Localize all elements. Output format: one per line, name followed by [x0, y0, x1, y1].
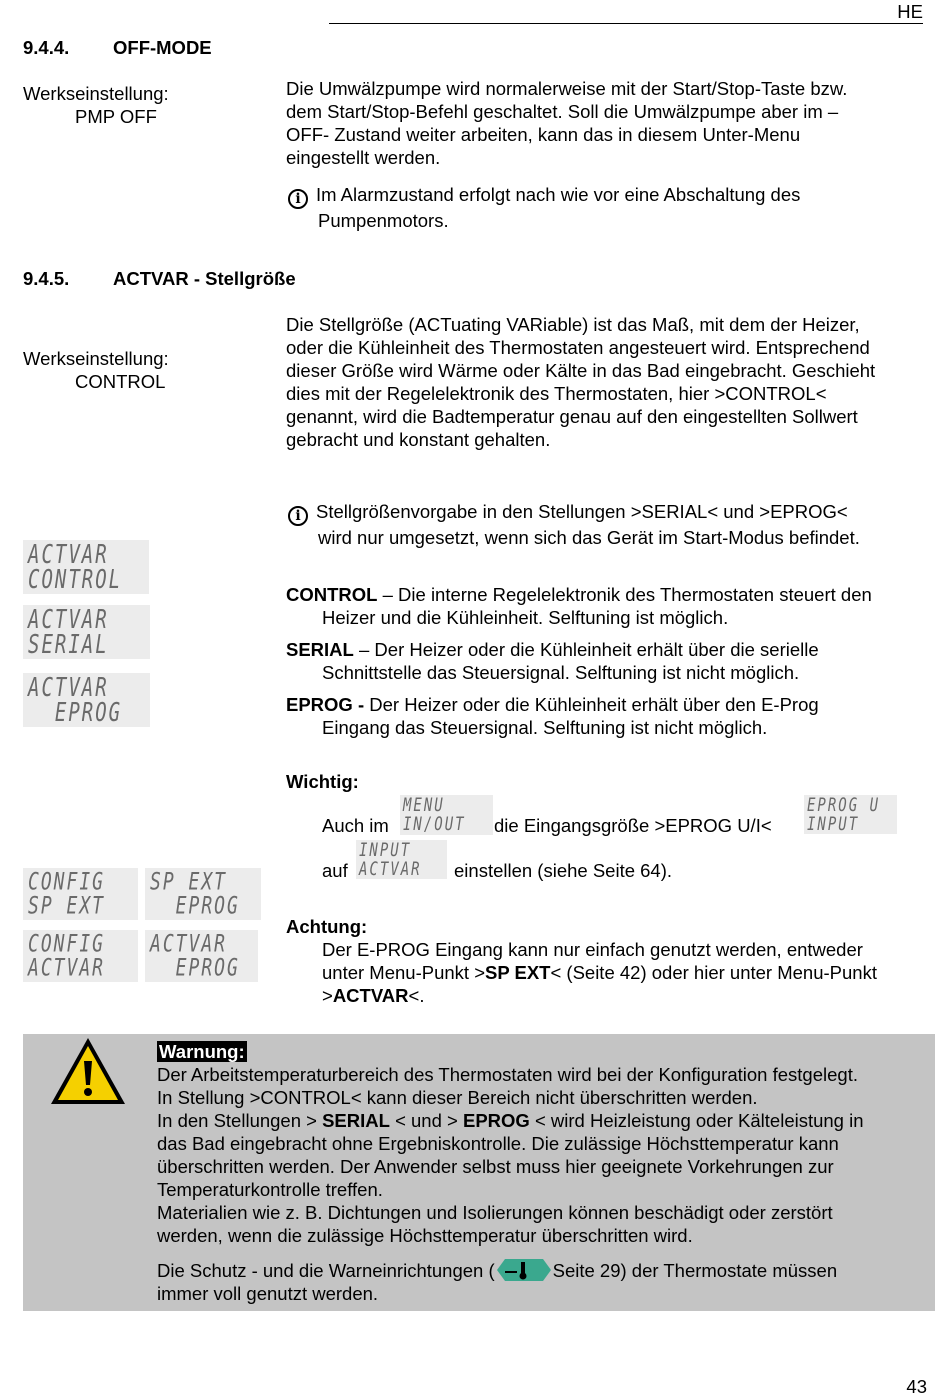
section-945-info-note: i Stellgrößenvorgabe in den Stellungen >SERIAL< und >EPROG< wird nur umgesetzt, wenn sich das Gerät im Start-Modus befindet. — [288, 500, 938, 549]
info-icon: i — [288, 189, 308, 209]
page-number: 43 — [906, 1376, 927, 1397]
wichtig-line2-end: einstellen (siehe Seite 64). — [454, 860, 673, 881]
achtung-block: Achtung: Der E-PROG Eingang kann nur einfach genutzt werden, entweder unter Menu-Punkt >SP EXT< (Seite 42) oder hier unter Menu-Punkt >ACTVAR<. — [286, 915, 936, 1007]
section-945-default-label: Werkseinstellung: — [23, 348, 169, 369]
option-eprog: EPROG - Der Heizer oder die Kühleinheit erhält über den E-Prog Eingang das Steuersignal. Selftuning ist nicht möglich. — [286, 694, 819, 738]
section-945-title: ACTVAR - Stellgröße — [113, 268, 296, 289]
wichtig-line2-start: auf — [322, 860, 348, 881]
warning-triangle-icon — [48, 1035, 128, 1107]
thermometer-badge-icon — [495, 1259, 553, 1281]
header-rule — [329, 23, 923, 24]
info-icon: i — [288, 506, 308, 526]
header-tag: HE — [897, 1, 923, 22]
wichtig-line1-end: die Eingangsgröße >EPROG U/I< — [494, 815, 772, 836]
section-945-default-value: CONTROL — [75, 371, 166, 392]
lcd-display-actvar-serial: ACTVAR SERIAL — [23, 605, 150, 659]
section-944-info-note: i Im Alarmzustand erfolgt nach wie vor eine Abschaltung des Pumpenmotors. — [288, 183, 938, 232]
section-944-default-label: Werkseinstellung: — [23, 83, 169, 104]
lcd-display-actvar-control: ACTVAR CONTROL — [23, 540, 149, 594]
lcd-display-config-actvar: CONFIG ACTVAR — [23, 930, 138, 982]
section-944-title: OFF-MODE — [113, 37, 212, 58]
option-term: SERIAL — [286, 639, 354, 660]
option-control: CONTROL – Die interne Regelelektronik des Thermostaten steuert den Heizer und die Kühleinheit. Selftuning ist möglich. — [286, 584, 872, 628]
section-945-number: 9.4.5. — [23, 268, 70, 289]
achtung-title: Achtung: — [286, 916, 368, 937]
lcd-display-config-spext: CONFIG SP EXT — [23, 868, 138, 920]
section-944-number: 9.4.4. — [23, 37, 70, 58]
lcd-display-actvar-eprog: ACTVAR EPROG — [23, 673, 150, 727]
option-term: CONTROL — [286, 584, 378, 605]
lcd-display-spext-eprog: SP EXT EPROG — [145, 868, 261, 920]
section-945-paragraph: Die Stellgröße (ACTuating VARiable) ist das Maß, mit dem der Heizer, oder die Kühleinheit des Thermostaten angesteuert wird. Entsprechend dieser Größe wird Wärme oder Kälte in das Bad eingebracht. Geschieht dies mit der Regelelektronik des Thermostaten, hier >CONTROL< genannt, wird die Badtemperatur genau auf den eingestellten Sollwert gebracht und konstant gehalten. — [286, 314, 876, 450]
warning-box — [23, 1034, 935, 1311]
wichtig-line1-start: Auch im — [322, 815, 389, 836]
lcd-inline-menu-inout: MENU IN/OUT — [400, 795, 493, 835]
lcd-inline-eprog-input: EPROG U INPUT — [804, 795, 897, 834]
section-944-default-value: PMP OFF — [75, 106, 157, 127]
lcd-inline-input-actvar: INPUT ACTVAR — [356, 840, 447, 879]
option-term: EPROG - — [286, 694, 365, 715]
lcd-display-actvar-eprog-2: ACTVAR EPROG — [145, 930, 258, 982]
wichtig-title: Wichtig: — [286, 771, 359, 792]
option-serial: SERIAL – Der Heizer oder die Kühleinheit erhält über die serielle Schnittstelle das Steuersignal. Selftuning ist nicht möglich. — [286, 639, 819, 683]
warning-title: Warnung: — [159, 1041, 245, 1062]
section-944-paragraph: Die Umwälzpumpe wird normalerweise mit der Start/Stop-Taste bzw. dem Start/Stop-Befehl geschaltet. Soll die Umwälzpumpe aber im – OFF- Zustand weiter arbeiten, kann das in diesem Unter-Menu eingestellt werden. — [286, 78, 848, 168]
warning-text: Warnung: Der Arbeitstemperaturbereich des Thermostaten wird bei der Konfiguration festgelegt. In Stellung >CONTROL< kann dieser Bereich nicht überschritten werden. In den Stellungen > SERIAL < und > EPROG < wird Heizleistung oder Kälteleistung in das Bad eingebracht ohne Ergebniskontrolle. Die zulässige Höchsttemperatur kann überschritten werden. Der Anwender selbst muss hier geeignete Vorkehrungen zur Temperaturkontrolle treffen. Materialien wie z. B. Dichtungen und Isolierungen können beschädigt oder zerstört werden, wenn die zulässige Höchsttemperatur überschritten wird. Die Schutz - und die Warneinrichtungen ( Seite 29) der Thermostate müssen immer voll genutzt werden. — [157, 1041, 864, 1304]
